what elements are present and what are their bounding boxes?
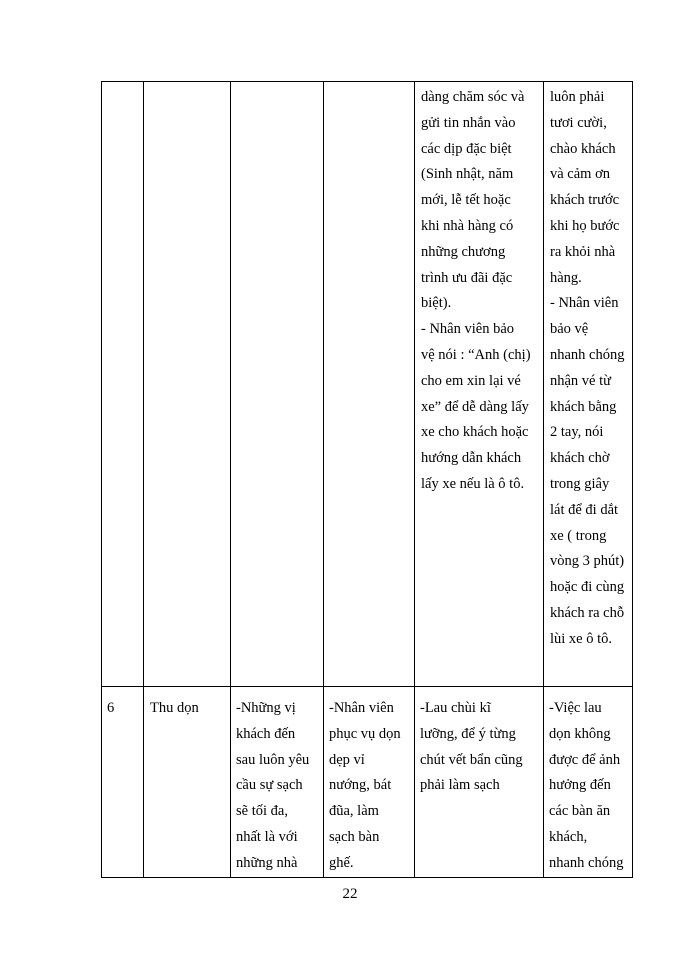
cell-customer-expectation: -Những vị khách đến sau luôn yêu cầu sự sạch sẽ tối đa, nhất là với những nhà	[231, 687, 324, 878]
cell-step	[144, 82, 231, 687]
cell-note: -Việc lau dọn không được để ảnh hưởng đến các bàn ăn khách, nhanh chóng	[544, 687, 633, 878]
cell-staff-action: -Nhân viên phục vụ dọn dẹp vỉ nướng, bát đũa, làm sạch bàn ghế.	[324, 687, 415, 878]
cell-stt: 6	[102, 687, 144, 878]
cell-customer-expectation	[231, 82, 324, 687]
cell-standard: dàng chăm sóc và gửi tin nhắn vào các dịp đặc biệt (Sinh nhật, năm mới, lễ tết hoặc khi nhà hàng có những chương trình ưu đãi đặc biệt). - Nhân viên bảo vệ nói : “Anh (chị) cho em xin lại vé xe” để dễ dàng lấy xe cho khách hoặc hướng dẫn khách lấy xe nếu là ô tô.	[415, 82, 544, 687]
cell-standard: -Lau chùi kĩ lưỡng, để ý từng chút vết bẩn cũng phải làm sạch	[415, 687, 544, 878]
cell-stt	[102, 82, 144, 687]
cell-staff-action	[324, 82, 415, 687]
page-number: 22	[342, 886, 358, 902]
cell-step: Thu dọn	[144, 687, 231, 878]
cell-note: luôn phải tươi cười, chào khách và cảm ơn khách trước khi họ bước ra khỏi nhà hàng. - Nhân viên bảo vệ nhanh chóng nhận vé từ khách bằng 2 tay, nói khách chờ trong giây lát để đi dắt xe ( trong vòng 3 phút) hoặc đi cùng khách ra chỗ lùi xe ô tô.	[544, 82, 633, 687]
table-row	[102, 687, 633, 878]
table-row	[102, 82, 633, 687]
service-process-table	[101, 81, 633, 878]
